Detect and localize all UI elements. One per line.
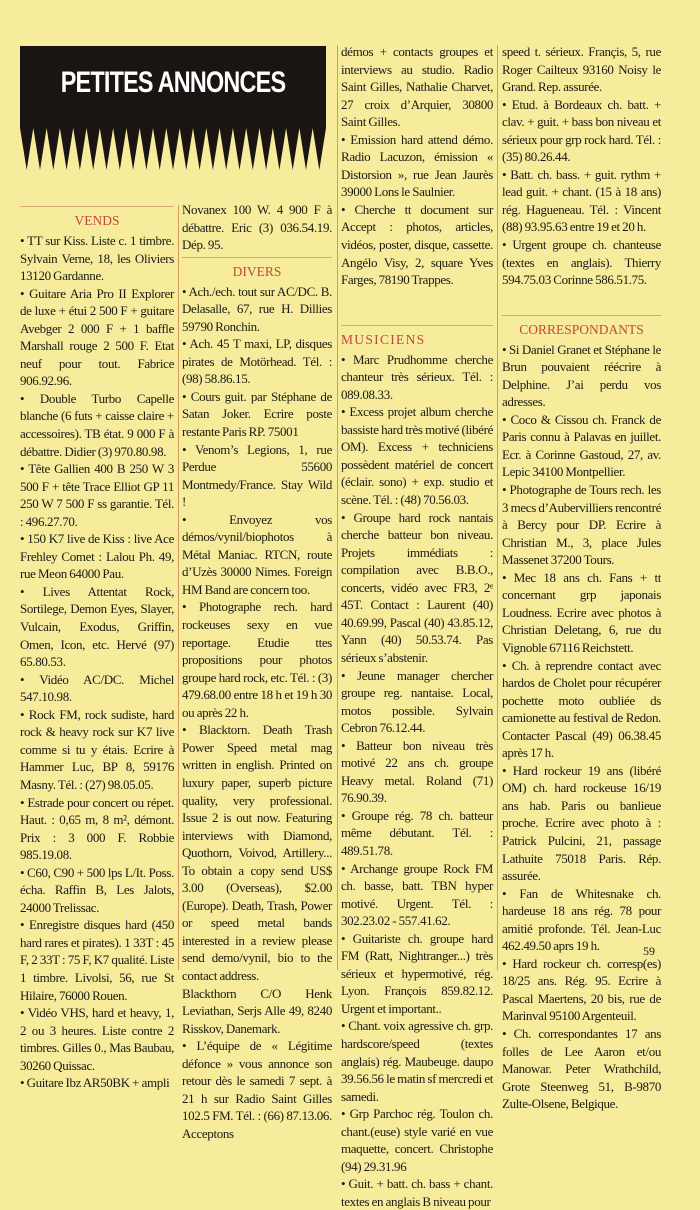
column-divers <box>182 201 332 1142</box>
classified-ad: • Archange groupe Rock FM ch. basse, batt. TBN hyper motivé. Urgent. Tél. : 302.23.02 - 557.41.62. <box>341 860 493 929</box>
classified-ad: • Double Turbo Capelle blanche (6 futs + caisse claire + accessoires). TB état. 9 000 F à débattre. Didier (3) 970.80.98. <box>20 390 174 459</box>
classified-ad: • Envoyez vos démos/vynil/biophotos à Métal Maniac. RTCN, route d’Uzès 30000 Nimes. Foreign HM Band are concern too. <box>182 511 332 597</box>
classified-ad: • Guitariste ch. groupe hard FM (Ratt, Nightranger...) très sérieux et hypermotivé, rég. Lyon. François 859.82.12. Urgent et important.. <box>341 930 493 1016</box>
classified-ad: • Hard rockeur ch. corresp(es) 18/25 ans. Rég. 95. Ecrire à Pascal Maertens, 20 bis, rue de Marinval 95100 Argenteuil. <box>502 955 661 1024</box>
classified-ad: • Cours guit. par Stéphane de Satan Joker. Ecrire poste restante Paris RP. 75001 <box>182 388 332 440</box>
section-rule <box>20 206 174 207</box>
column-divider <box>178 205 179 970</box>
classified-ad: Blackthorn C/O Henk Leviathan, Serjs Alle 49, 8240 Risskov, Danemark. <box>182 985 332 1036</box>
column-musiciens <box>341 43 493 1210</box>
column-divider <box>497 45 498 970</box>
classified-ad: • Guitare Ibz AR50BK + ampli <box>20 1075 170 1091</box>
classified-ad: • Photographe de Tours rech. les 3 mecs d’Aubervilliers rencontré à Bercy pour DP. Ecrire à Christian M., 3, place Jules Massenet 37200 Tours. <box>502 482 661 568</box>
classified-ad: • Chant. voix agressive ch. grp. hardscore/speed (textes anglais) rég. Maubeuge. daupo 39.56.56 le matin sf mercredi et samedi. <box>341 1018 493 1104</box>
classified-ad: • Emission hard attend démo. Radio Lacuzon, émission « Distorsion », rue Jean Jaurès 39000 Lons le Saulnier. <box>341 131 493 200</box>
classified-ad: • Grp Parchoc rég. Toulon ch. chant.(euse) style varié en vue maquette, concert. Christophe (94) 29.31.96 <box>341 1106 493 1174</box>
classified-ad: • Etud. à Bordeaux ch. batt. + clav. + guit. + bass bon niveau et sérieux pour grp rock hard. Tél. : (35) 80.26.44. <box>502 96 661 165</box>
classified-ad: • Mec 18 ans ch. Fans + tt concernant grp japonais Loudness. Ecrire avec photos à Christian Deletang, 6, rue du Vignoble 67116 Reichstett. <box>502 569 661 655</box>
classified-ad: • Ach. 45 T maxi, LP, disques pirates de Motörhead. Tél. : (98) 58.86.15. <box>182 336 332 387</box>
classified-ad: • Rock FM, rock sudiste, hard rock & heavy rock sur K7 live comme si tu y étais. Ecrire à Hammer Luc, BP 8, 59176 Masny. Tél. : (27) 98.05.05. <box>20 706 174 792</box>
page-number: 59 <box>643 944 655 958</box>
classified-ad: • C60, C90 + 500 lps L/It. Poss. écha. Raffin B, Les Jalots, 24000 Trelissac. <box>20 864 174 915</box>
classified-ad: • Si Daniel Granet et Stéphane le Brun pouvaient réécrire à Delphine. J’ai perdu vos adresses. <box>502 341 661 410</box>
section-heading: DIVERS <box>232 263 282 279</box>
classified-ad: • L’équipe de « Légitime défonce » vous annonce son retour dès le samedi 7 sept. à 21 h sur Radio Saint Gilles 102.5 FM. Tél. : (66) 87.13.06. Acceptons <box>182 1038 332 1141</box>
classified-ad: • Blacktorn. Death Trash Power Speed metal mag written in english. Printed on luxury paper, superb picture quality, very professional. Issue 2 is out now. Featuring interviews with Diamond, Quothorn, Voivod, Artillery... To obtain a copy send US$ 3.00 (Overseas), $2.00 (Europe). Death, Trash, Power or speed metal bands interested in a review please send demo/vynil, bio to the contact address. <box>182 722 332 983</box>
section-heading: VENDS <box>74 213 120 228</box>
column-correspondants <box>502 43 661 1113</box>
classified-ad: • Lives Attentat Rock, Sortilege, Demon Eyes, Slayer, Vulcain, Exodus, Griffin, Omen, Icon, etc. Hervé (97) 65.80.53. <box>20 583 174 670</box>
classified-ad: • Groupe hard rock nantais cherche batteur bon niveau. Projets immédiats : compilation avec B.B.O., concerts, vidéo avec FR3, 2ᵉ 45T. Contact : Laurent (40) 40.69.99, Pascal (40) 43.85.12, Yann (40) 50.53.74. Pas sérieux s’abstenir. <box>341 509 493 665</box>
classified-ad: • Coco & Cissou ch. Franck de Paris connu à Palavas en juillet. Ecr. à Corinne Gastoud, 27, av. Lepic 34100 Montpellier. <box>502 411 661 480</box>
page-title: PETITES ANNONCES <box>60 66 286 99</box>
classified-ad: • Guit. + batt. ch. bass + chant. textes en anglais B niveau pour <box>341 1176 493 1209</box>
classified-ad: • Enregistre disques hard (450 hard rares et pirates). 1 33T : 45 F, 2 33T : 75 F, K7 qualité. Liste 1 timbre. Livolsi, 56, rue St Hilaire, 76000 Rouen. <box>20 917 174 1003</box>
classified-ad: • Hard rockeur 19 ans (libéré OM) ch. hard rockeuse 16/19 ans hab. Paris ou banlieue proche. Ecrire avec photo à : Patrick Pulcini, 21, passage Lathuite 75018 Paris. Rép. assurée. <box>502 762 661 884</box>
section-rule <box>341 325 493 326</box>
classified-ad: speed t. sérieux. Françis, 5, rue Roger Cailteux 93160 Noisy le Grand. Rep. assurée. <box>502 44 661 95</box>
column-vends <box>20 206 174 1092</box>
section-rule <box>182 257 332 258</box>
classified-ad: • Estrade pour concert ou répet. Haut. : 0,65 m, 8 m², démont. Prix : 3 000 F. Robbie 985.19.08. <box>20 794 174 863</box>
classified-ad: • Marc Prudhomme cherche chanteur très sérieux. Tél. : 089.08.33. <box>341 351 493 402</box>
classified-ad: • Ch. à reprendre contact avec hardos de Cholet pour récupérer pochette moto oubliée ds camionette au festival de Redon. Contacter Pascal (49) 06.38.45 après 17 h. <box>502 657 661 761</box>
classified-ad: • Cherche tt document sur Accept : photos, articles, vidéos, poster, disque, cassette. Angélo Visy, 2, square Yves Farges, 78190 Trappes. <box>341 201 493 288</box>
classified-ad: • Ach./ech. tout sur AC/DC. B. Delasalle, 67, rue H. Dillies 59790 Ronchin. <box>182 283 332 334</box>
classified-ad: • Groupe rég. 78 ch. batteur même débutant. Tél. : 489.51.78. <box>341 807 493 858</box>
classified-ad: • Excess projet album cherche bassiste hard très motivé (libéré OM). Excess + techniciens possèdent matériel de concert (éclair. sono) + exp. studio et scène. Tél. : (48) 70.56.03. <box>341 404 493 508</box>
classified-ad: • Batt. ch. bass. + guit. rythm + lead guit. + chant. (15 à 18 ans) rég. Hagueneau. Tél. : Vincent (88) 93.95.63 entre 19 et 20 h. <box>502 166 661 235</box>
section-banner <box>20 46 326 170</box>
classified-ad: • 150 K7 live de Kiss : live Ace Frehley Comet : Lalou Ph. 49, rue Meon 64000 Pau. <box>20 531 174 582</box>
classified-ad: • Vidéo AC/DC. Michel 547.10.98. <box>20 671 174 705</box>
classified-ad: • Urgent groupe ch. chanteuse (textes en anglais). Thierry 594.75.03 Corinne 586.51.75. <box>502 237 661 288</box>
section-heading: CORRESPONDANTS <box>519 321 644 337</box>
column-divider <box>337 45 338 970</box>
classified-ad: démos + contacts groupes et interviews au studio. Radio Saint Gilles, Nathalie Charvet, 27 croix d’Arquier, 30800 Saint Gilles. <box>341 44 493 130</box>
classified-ad: • Guitare Aria Pro II Explorer de luxe + étui 2 500 F + guitare Avebger 2 000 F + 1 baffle Marshall rouge 2 500 F. Etat neuf pour tout. Fabrice 906.92.96. <box>20 285 174 389</box>
classified-ad: • Venom’s Legions, 1, rue Perdue 55600 Montmedy/France. Stay Wild ! <box>182 441 332 510</box>
classified-ad: Novanex 100 W. 4 900 F à débattre. Eric (3) 036.54.19. Dép. 95. <box>182 202 332 253</box>
classified-ad: • Ch. correspondantes 17 ans folles de Lee Aaron et/ou Manowar. Peter Wrathchild, Grote Steenweg 51, B-9870 Zulte-Olsene, Belgique. <box>502 1025 661 1112</box>
section-heading: MUSICIENS <box>341 331 426 347</box>
classified-ad: • Batteur bon niveau très motivé 22 ans ch. groupe Heavy metal. Roland (71) 76.90.39. <box>341 737 493 806</box>
classified-ad: • Tête Gallien 400 B 250 W 3 500 F + tête Trace Elliot GP 11 250 W 7 500 F ss garantie. Tél. : 496.27.70. <box>20 461 174 529</box>
classified-ad: • TT sur Kiss. Liste c. 1 timbre. Sylvain Verne, 18, les Oliviers 13120 Gardanne. <box>20 233 174 284</box>
classified-ad: • Photographe rech. hard rockeuses sexy en vue reportage. Etudie ttes propositions pour photos groupe hard rock, etc. Tél. : (3) 479.68.00 entre 18 h et 19 h 30 ou après 22 h. <box>182 599 332 720</box>
banner-sawtooth-shape <box>20 46 326 170</box>
classified-ad: • Jeune manager chercher groupe reg. nantaise. Local, motos possible. Sylvain Cebron 76.12.44. <box>341 667 493 736</box>
classified-ad: • Vidéo VHS, hard et heavy, 1, 2 ou 3 heures. Liste contre 2 timbres. Gilles 0., Mas Baubau, 30260 Quissac. <box>20 1005 174 1073</box>
section-rule <box>502 315 661 316</box>
classified-ad: • Fan de Whitesnake ch. hardeuse 18 ans rég. 78 pour amitié profonde. Tél. Jean-Luc 462.49.50 aprs 19 h. <box>502 885 661 954</box>
